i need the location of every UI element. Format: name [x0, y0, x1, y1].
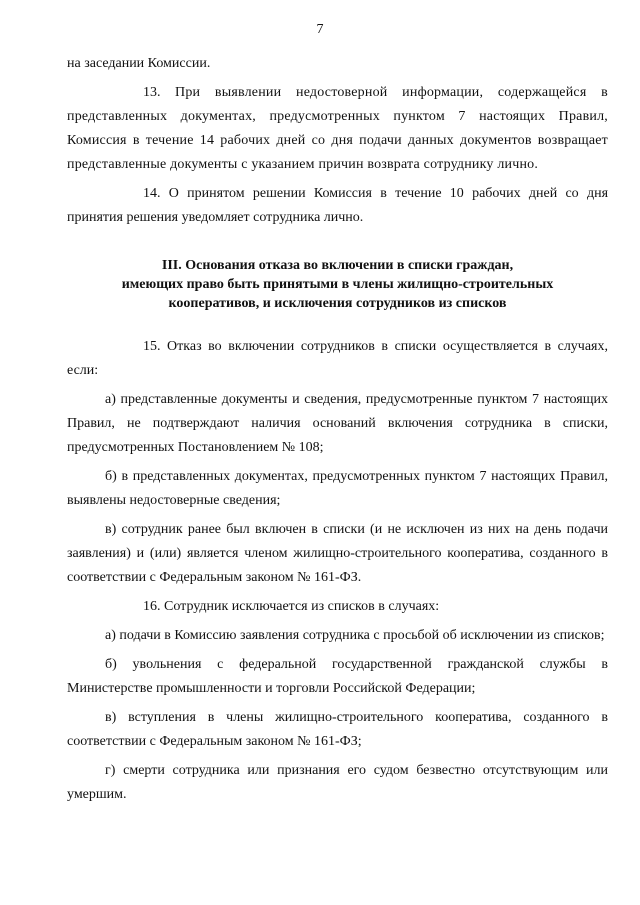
section-heading-line-3: кооперативов, и исключения сотрудников из списков — [168, 296, 507, 311]
paragraph-15b: б) в представленных документах, предусмотренных пунктом 7 настоящих Правил, выявлены недостоверные сведения; — [67, 469, 608, 508]
paragraph-13 — [67, 81, 608, 177]
paragraph-text: Отказ во включении сотрудников в списки осуществляется в случаях, если: — [67, 339, 608, 378]
paragraph-number: 16. — [143, 599, 161, 614]
paragraph-16 — [67, 595, 608, 619]
paragraph-15a: а) представленные документы и сведения, предусмотренные пунктом 7 настоящих Правил, не подтверждают наличия оснований включения сотрудника в списки, предусмотренных Постановлением № 108; — [67, 392, 608, 455]
paragraph-16a: а) подачи в Комиссию заявления сотрудника с просьбой об исключении из списков; — [105, 628, 605, 643]
section-heading — [67, 256, 608, 313]
paragraph-number: 13. — [143, 85, 161, 100]
paragraph-12-continuation: на заседании Комиссии. — [67, 56, 211, 71]
paragraph-15c: в) сотрудник ранее был включен в списки (и не исключен из них на день подачи заявления) и (или) является членом жилищно-строительного кооператива, созданного в соответствии с Федеральным законом № 161-ФЗ. — [67, 522, 608, 585]
page-number: 7 — [316, 22, 324, 37]
paragraph-text: Сотрудник исключается из списков в случаях: — [164, 599, 440, 614]
paragraph-16c: в) вступления в члены жилищно-строительного кооператива, созданного в соответствии с Федеральным законом № 161-ФЗ; — [67, 710, 608, 749]
paragraph-15 — [67, 335, 608, 383]
section-heading-line-2: имеющих право быть принятыми в члены жилищно-строительных — [121, 277, 554, 292]
paragraph-text: О принятом решении Комиссия в течение 10 рабочих дней со дня принятия решения уведомляет сотрудника лично. — [67, 186, 609, 225]
paragraph-14 — [67, 182, 608, 230]
section-heading-line-1: III. Основания отказа во включении в списки граждан, — [161, 258, 514, 273]
paragraph-16b: б) увольнения с федеральной государственной гражданской службы в Министерстве промышленности и торговли Российской Федерации; — [67, 657, 608, 696]
paragraph-number: 14. — [143, 186, 161, 201]
paragraph-16d: г) смерти сотрудника или признания его судом безвестно отсутствующим или умершим. — [67, 763, 608, 802]
paragraph-text: При выявлении недостоверной информации, содержащейся в представленных документах, предусмотренных пунктом 7 настоящих Правил, Комиссия в течение 14 рабочих дней со дня подачи данных документов возвращает представленные документы с указанием причин возврата сотруднику лично. — [67, 85, 608, 172]
document-body — [67, 52, 608, 812]
paragraph-number: 15. — [143, 339, 161, 354]
